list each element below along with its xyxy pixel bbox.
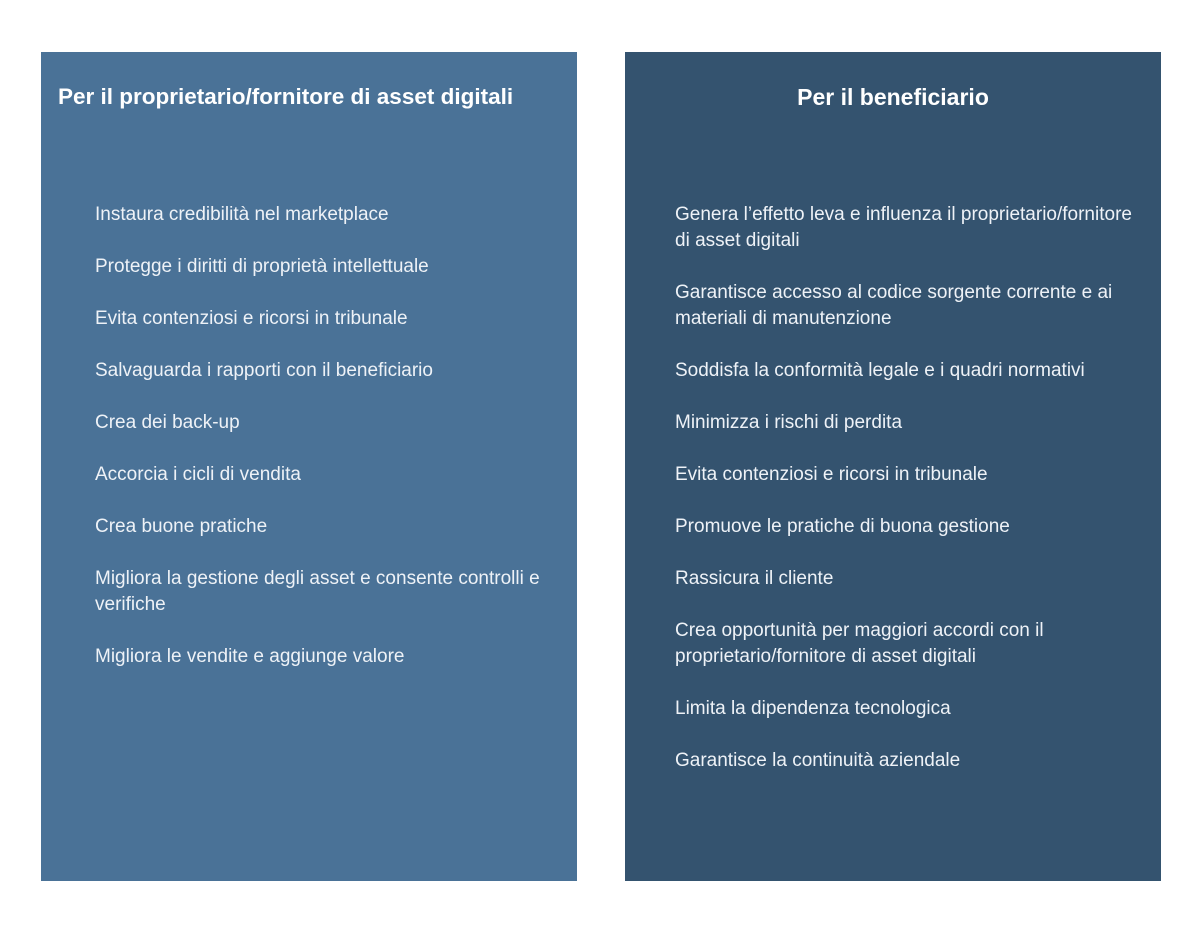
provider-benefits-list	[95, 202, 545, 696]
list-item: Limita la dipendenza tecnologica	[675, 698, 951, 719]
list-item: Evita contenziosi e ricorsi in tribunale	[95, 308, 408, 329]
list-item: Protegge i diritti di proprietà intellettuale	[95, 256, 429, 277]
list-item: Garantisce la continuità aziendale	[675, 750, 961, 771]
list-item: Minimizza i rischi di perdita	[675, 412, 903, 433]
list-item: Accorcia i cicli di vendita	[95, 464, 301, 485]
provider-panel-title: Per il proprietario/fornitore di asset digitali	[58, 84, 514, 109]
list-item: Crea buone pratiche	[95, 516, 268, 537]
list-item: Crea opportunità per maggiori accordi con il proprietario/fornitore di asset digitali	[675, 620, 1044, 667]
list-item: Crea dei back-up	[95, 412, 240, 433]
beneficiary-benefits-list	[675, 202, 1135, 800]
list-item: Evita contenziosi e ricorsi in tribunale	[675, 464, 988, 485]
list-item: Salvaguarda i rapporti con il beneficiario	[95, 360, 433, 381]
list-item: Instaura credibilità nel marketplace	[95, 204, 389, 225]
beneficiary-panel-title: Per il beneficiario	[797, 84, 989, 110]
beneficiary-benefits-panel	[625, 52, 1161, 881]
list-item: Soddisfa la conformità legale e i quadri normativi	[675, 360, 1085, 381]
list-item: Migliora la gestione degli asset e consente controlli e verifiche	[95, 568, 540, 615]
list-item: Rassicura il cliente	[675, 568, 834, 589]
list-item: Genera l’effetto leva e influenza il proprietario/fornitore di asset digitali	[675, 204, 1132, 251]
list-item: Garantisce accesso al codice sorgente corrente e ai materiali di manutenzione	[675, 282, 1113, 329]
provider-benefits-panel	[41, 52, 577, 881]
list-item: Migliora le vendite e aggiunge valore	[95, 646, 405, 667]
list-item: Promuove le pratiche di buona gestione	[675, 516, 1010, 537]
